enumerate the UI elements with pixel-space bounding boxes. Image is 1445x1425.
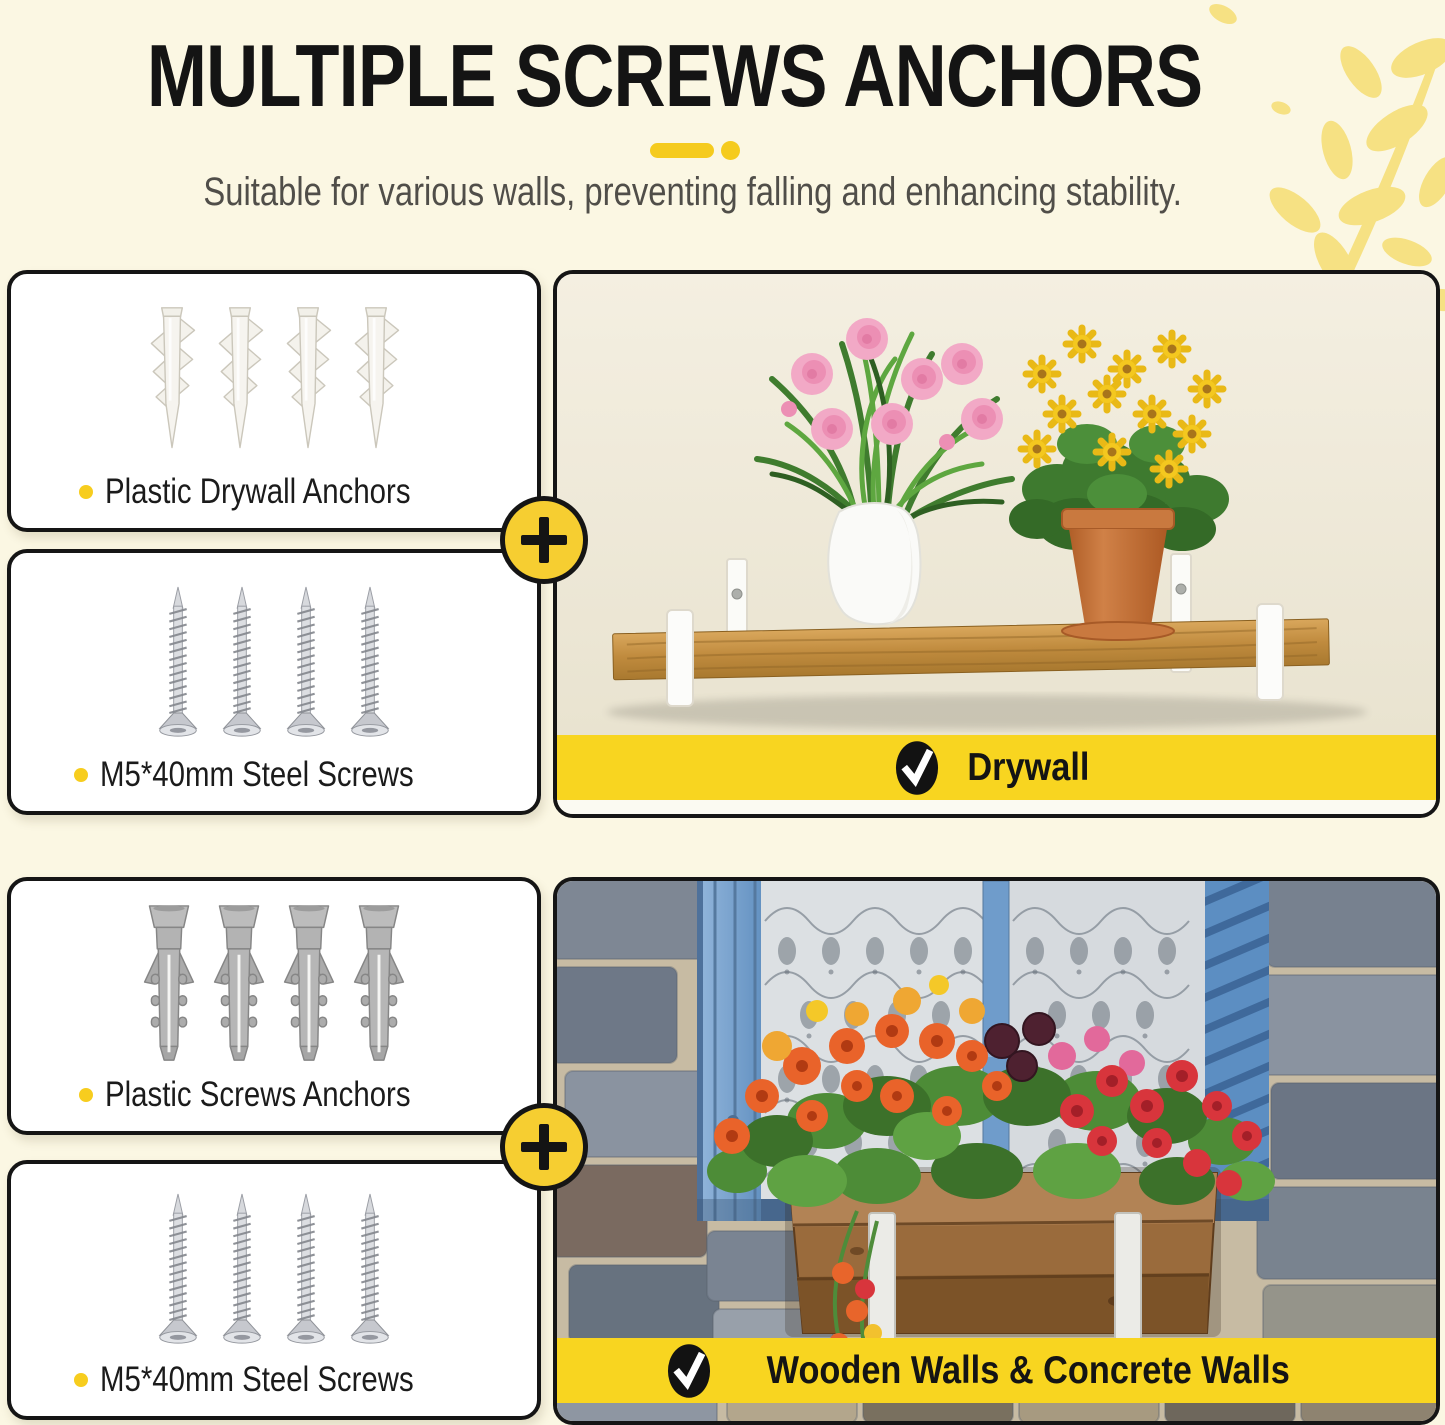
component-card-steel-screws-1 (7, 549, 541, 815)
plastic-anchor-image (141, 881, 407, 1075)
steel-screw-icon (157, 1192, 199, 1346)
plus-badge (500, 1103, 588, 1191)
plastic-screw-anchor-icon (281, 904, 337, 1064)
bullet-dot-icon (74, 768, 88, 782)
component-card-plastic-screw-anchors (7, 877, 541, 1135)
title-accent-dash (650, 141, 740, 160)
shelf-photo-illustration (557, 274, 1436, 814)
drywall-anchor-image (146, 274, 402, 472)
component-label: Plastic Drywall Anchors (105, 472, 411, 511)
steel-screw-icon (221, 585, 263, 739)
steel-screw-icon (221, 1192, 263, 1346)
component-label: M5*40mm Steel Screws (100, 1360, 414, 1399)
component-label: M5*40mm Steel Screws (100, 755, 414, 794)
plastic-screw-anchor-icon (141, 904, 197, 1064)
component-card-drywall-anchors (7, 270, 541, 532)
component-label-row (79, 1075, 469, 1131)
steel-screw-image (157, 1164, 391, 1360)
drywall-anchor-icon (146, 305, 198, 455)
dash-icon (650, 143, 714, 158)
wall-type-banner (557, 735, 1436, 800)
bullet-dot-icon (79, 485, 93, 499)
checkmark-icon (895, 740, 939, 796)
bullet-dot-icon (79, 1088, 93, 1102)
plastic-screw-anchor-icon (211, 904, 267, 1064)
steel-screw-icon (285, 1192, 327, 1346)
drywall-anchor-icon (282, 305, 334, 455)
plus-icon (519, 515, 569, 565)
checkmark-icon (667, 1343, 711, 1399)
steel-screw-icon (349, 1192, 391, 1346)
component-label: Plastic Screws Anchors (105, 1075, 411, 1114)
component-label-row (79, 472, 469, 528)
steel-screw-icon (349, 585, 391, 739)
plus-badge (500, 496, 588, 584)
page-subtitle: Suitable for various walls, preventing falling and enhancing stability. (203, 170, 1182, 214)
wall-type-label: Drywall (967, 745, 1090, 789)
plastic-screw-anchor-icon (351, 904, 407, 1064)
plus-icon (519, 1122, 569, 1172)
steel-screw-image (157, 553, 391, 755)
wall-type-label: Wooden Walls & Concrete Walls (766, 1348, 1291, 1392)
drywall-shelf-photo (553, 270, 1440, 818)
component-card-steel-screws-2 (7, 1160, 541, 1420)
steel-screw-icon (285, 585, 327, 739)
window-flowerbox-photo (553, 877, 1440, 1425)
steel-screw-icon (157, 585, 199, 739)
dot-icon (721, 141, 740, 160)
drywall-anchor-icon (350, 305, 402, 455)
component-label-row (74, 755, 473, 811)
photo-bottom-strip (557, 800, 1436, 814)
wall-type-banner (557, 1338, 1436, 1403)
component-label-row (74, 1360, 473, 1416)
bullet-dot-icon (74, 1373, 88, 1387)
page-title: MULTIPLE SCREWS ANCHORS (146, 26, 1203, 125)
drywall-anchor-icon (214, 305, 266, 455)
